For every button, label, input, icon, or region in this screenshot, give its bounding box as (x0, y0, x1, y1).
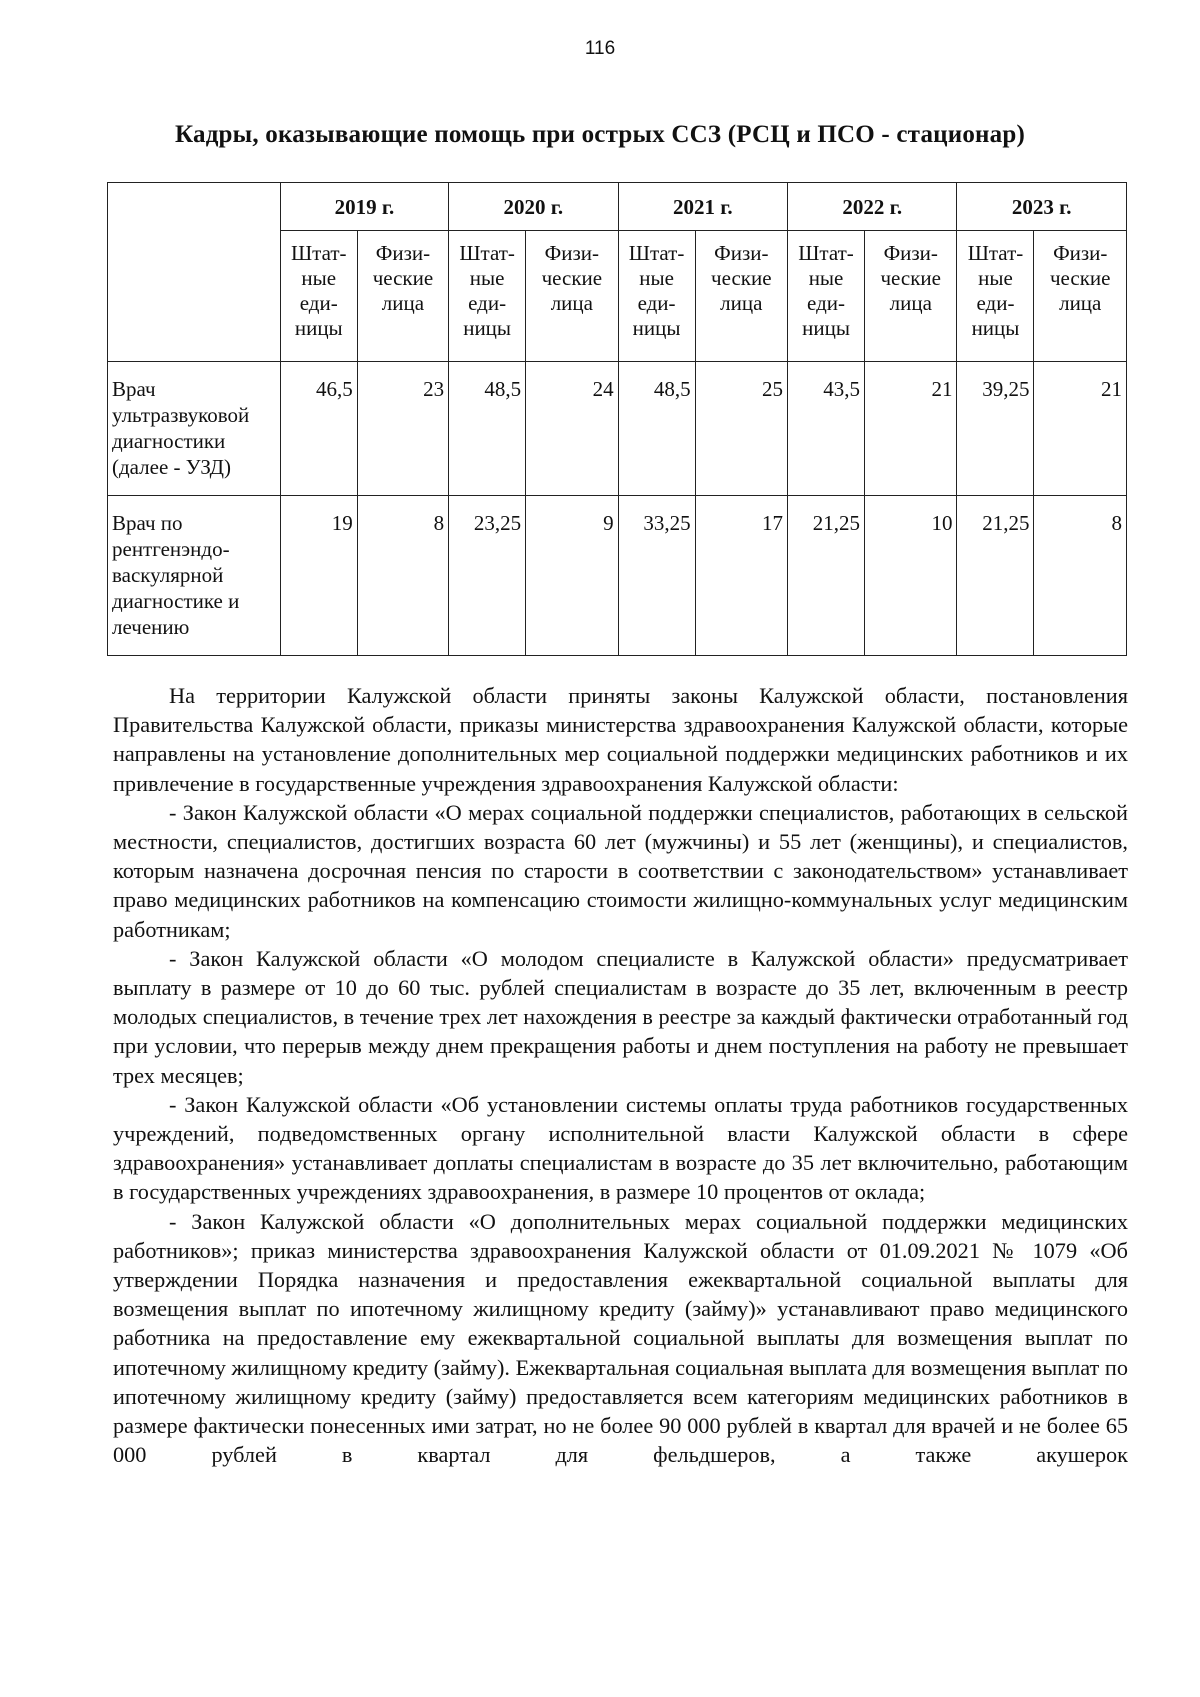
corner-cell (108, 183, 281, 362)
table-cell: 10 (865, 496, 957, 656)
table-cell: 46,5 (280, 362, 357, 496)
table-cell: 21 (1034, 362, 1127, 496)
table-cell: 24 (526, 362, 618, 496)
table-cell: 8 (1034, 496, 1127, 656)
individuals-header: Физи- ческие лица (695, 231, 787, 362)
year-header: 2021 г. (618, 183, 787, 231)
staff-units-header: Штат- ные еди- ницы (280, 231, 357, 362)
row-label: Врач ультразвуковой диагностики (далее - УЗД) (108, 362, 281, 496)
table-cell: 17 (695, 496, 787, 656)
paragraph: - Закон Калужской области «О молодом специалисте в Калужской области» предусматривает выплату в размере от 10 до 60 тыс. рублей специалистам в возрасте до 35 лет, включенным в реестр молодых специалистов, в течение трех лет нахождения в реестре за каждый фактически отработанный год при условии, что перерыв между днем прекращения работы и днем поступления на работу не превышает трех месяцев; (113, 945, 1128, 1088)
table-cell: 21,25 (788, 496, 865, 656)
year-header-row (108, 183, 1127, 231)
table-cell: 21,25 (957, 496, 1034, 656)
table-cell: 43,5 (788, 362, 865, 496)
individuals-header: Физи- ческие лица (1034, 231, 1127, 362)
individuals-header: Физи- ческие лица (357, 231, 448, 362)
table-cell: 48,5 (618, 362, 695, 496)
table-row (108, 496, 1127, 656)
table-cell: 19 (280, 496, 357, 656)
year-header: 2022 г. (788, 183, 957, 231)
staff-units-header: Штат- ные еди- ницы (449, 231, 526, 362)
body-text (113, 681, 1128, 1469)
table-cell: 9 (526, 496, 618, 656)
table-cell: 23 (357, 362, 448, 496)
table-cell: 39,25 (957, 362, 1034, 496)
paragraph: На территории Калужской области приняты законы Калужской области, постановления Правительства Калужской области, приказы министерства здравоохранения Калужской области, которые направлены на установление дополнительных мер социальной поддержки медицинских работников и их привлечение в государственные учреждения здравоохранения Калужской области: (113, 683, 1128, 796)
individuals-header: Физи- ческие лица (526, 231, 618, 362)
table-cell: 25 (695, 362, 787, 496)
year-header: 2019 г. (280, 183, 448, 231)
year-header: 2023 г. (957, 183, 1127, 231)
table-cell: 33,25 (618, 496, 695, 656)
page-number: 116 (584, 38, 616, 59)
row-label: Врач по рентгенэндо- васкулярной диагностике и лечению (108, 496, 281, 656)
paragraph: - Закон Калужской области «О дополнительных мерах социальной поддержки медицинских работников»; приказ министерства здравоохранения Калужской области от 01.09.2021 № 1079 «Об утверждении Порядка назначения и предоставления ежеквартальной социальной выплаты для возмещения выплат по ипотечному жилищному кредиту (займу)» устанавливают право медицинского работника на предоставление ему ежеквартальной социальной выплаты для возмещения выплат по ипотечному жилищному кредиту (займу). Ежеквартальная социальная выплата для возмещения выплат по ипотечному жилищному кредиту (займу) предоставляется всем категориям медицинских работников в размере фактически понесенных ими затрат, но не более 90 000 рублей в квартал для врачей и не более 65 000 рублей в квартал для фельдшеров, а также акушерок (113, 1208, 1128, 1468)
paragraph: - Закон Калужской области «О мерах социальной поддержки специалистов, работающих в сельской местности, специалистов, достигших возраста 60 лет (мужчины) и 55 лет (женщины), и специалистов, которым назначена досрочная пенсия по старости в соответствии с законодательством» устанавливает право медицинских работников на компенсацию стоимости жилищно-коммунальных услуг медицинским работникам; (113, 799, 1128, 942)
individuals-header: Физи- ческие лица (865, 231, 957, 362)
staff-units-header: Штат- ные еди- ницы (957, 231, 1034, 362)
table-cell: 48,5 (449, 362, 526, 496)
staff-units-header: Штат- ные еди- ницы (788, 231, 865, 362)
staff-table (107, 182, 1127, 656)
staff-units-header: Штат- ные еди- ницы (618, 231, 695, 362)
page-title: Кадры, оказывающие помощь при острых ССЗ (РСЦ и ПСО - стационар) (175, 121, 1025, 148)
table-row (108, 362, 1127, 496)
table-cell: 8 (357, 496, 448, 656)
table-cell: 21 (865, 362, 957, 496)
year-header: 2020 г. (449, 183, 618, 231)
paragraph: - Закон Калужской области «Об установлении системы оплаты труда работников государственных учреждений, подведомственных органу исполнительной власти Калужской области в сфере здравоохранения» устанавливает доплаты специалистам в возрасте до 35 лет включительно, работающим в государственных учреждениях здравоохранения, в размере 10 процентов от оклада; (113, 1091, 1128, 1205)
table-cell: 23,25 (449, 496, 526, 656)
